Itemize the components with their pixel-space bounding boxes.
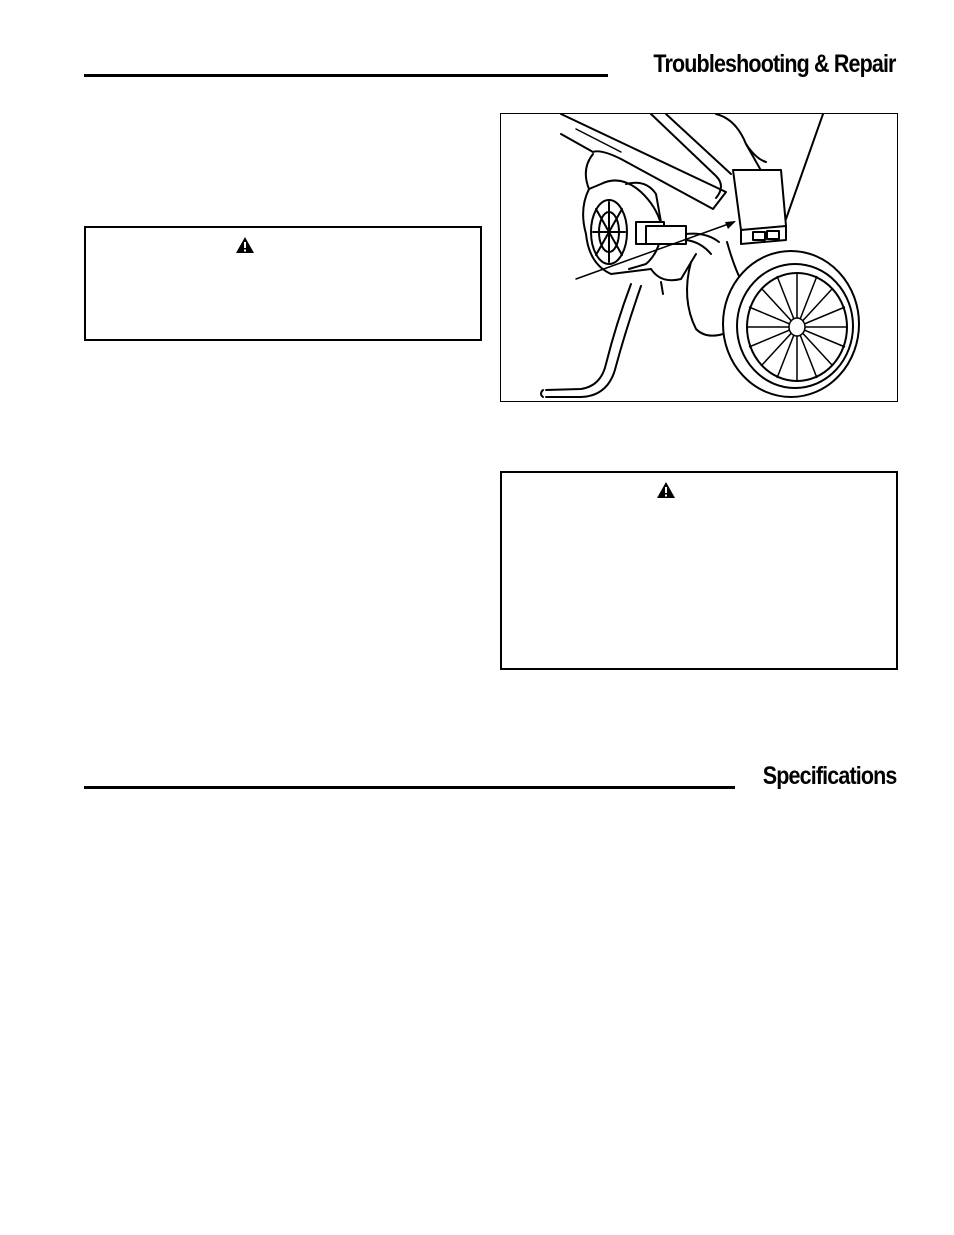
warning-box-right bbox=[500, 471, 898, 670]
chipper-figure bbox=[500, 113, 898, 402]
chipper-shredder-illustration bbox=[501, 114, 898, 402]
warning-triangle-icon bbox=[235, 236, 255, 254]
section-header-specifications bbox=[84, 764, 896, 789]
section-header-troubleshooting bbox=[84, 52, 896, 77]
warning-triangle-icon bbox=[656, 481, 676, 499]
section-title-troubleshooting: Troubleshooting & Repair bbox=[653, 50, 896, 78]
section-title-specifications: Specifications bbox=[762, 762, 896, 790]
warning-box-left bbox=[84, 226, 482, 341]
header-rule bbox=[84, 74, 608, 77]
header-rule bbox=[84, 786, 735, 789]
